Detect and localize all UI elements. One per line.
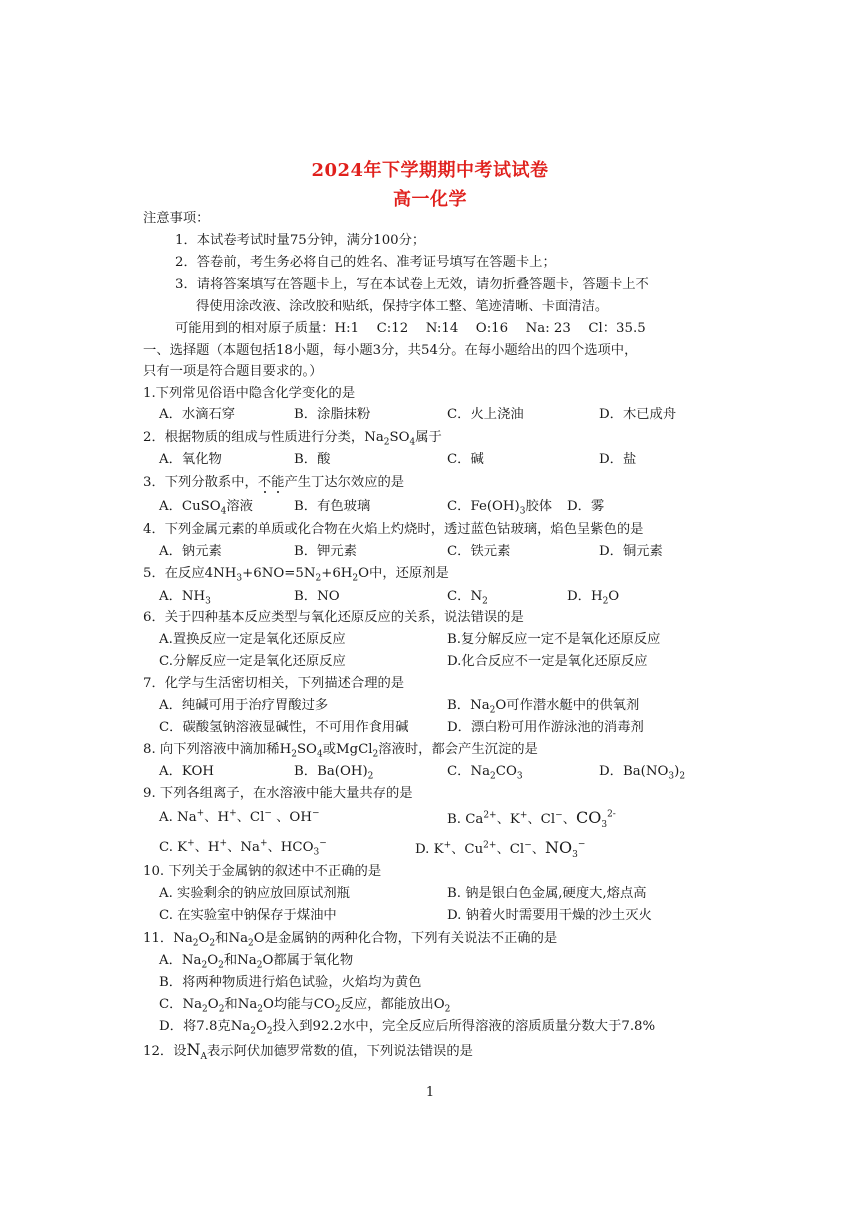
section-heading-cont: 只有一项是符合题目要求的。） xyxy=(143,364,323,379)
q6-option-a: A.置换反应一定是氧化还原反应 xyxy=(159,632,346,647)
q9-option-d: D. K+、$Cu^{2+}$、Cl−、$NO_3^-$ xyxy=(415,838,586,861)
exam-subtitle: 高一化学 xyxy=(393,189,467,210)
question-12: 12．设$N_A$表示阿伏加德罗常数的值，下列说法错误的是 xyxy=(143,1040,473,1063)
q5-option-a: A．$NH_3$ xyxy=(159,589,211,607)
q6-option-b: B.复分解反应一定不是氧化还原反应 xyxy=(447,632,661,647)
q10-option-d: D. 钠着火时需要用干燥的沙土灭火 xyxy=(447,908,652,923)
q1-option-a: A．水滴石穿 xyxy=(159,407,236,422)
q3-option-a: A．CuSO$_4$溶液 xyxy=(159,499,253,517)
question-7: 7．化学与生活密切相关，下列描述合理的是 xyxy=(143,676,405,691)
q1-option-c: C．火上浇油 xyxy=(447,407,524,422)
q4-option-b: B．钾元素 xyxy=(294,544,357,559)
question-10: 10. 下列关于金属钠的叙述中不正确的是 xyxy=(143,864,382,879)
question-4: 4．下列金属元素的单质或化合物在火焰上灼烧时，透过蓝色钴玻璃，焰色呈紫色的是 xyxy=(143,522,644,537)
note-2: 2．答卷前，考生务必将自己的姓名、准考证号填写在答题卡上； xyxy=(175,255,556,270)
q8-option-c: C．$Na_2CO_3$ xyxy=(447,764,523,782)
question-2: 2．根据物质的组成与性质进行分类，$Na_2SO_4$属于 xyxy=(143,430,442,448)
q9-option-a: A. Na+、H+、Cl− 、OH− xyxy=(159,808,320,825)
q6-option-d: D.化合反应不一定是氧化还原反应 xyxy=(447,654,648,669)
q2-option-c: C．碱 xyxy=(447,452,484,467)
question-1: 1.下列常见俗语中隐含化学变化的是 xyxy=(143,386,356,401)
section-heading: 一、选择题（本题包括18小题，每小题3分，共54分。在每小题给出的四个选项中， xyxy=(143,343,638,358)
question-8: 8. 向下列溶液中滴加稀$H_2SO_4$或MgCl$_2$溶液时，都会产生沉淀的是 xyxy=(143,742,538,760)
q7-option-c: C．碳酸氢钠溶液显碱性，不可用作食用碱 xyxy=(159,720,409,735)
q9-option-c: C. K+、H+、Na+、$HCO_3^-$ xyxy=(159,838,327,858)
q5-option-b: B．NO xyxy=(294,589,340,604)
q7-option-a: A．纯碱可用于治疗胃酸过多 xyxy=(159,698,329,713)
q4-option-a: A．钠元素 xyxy=(159,544,222,559)
q7-option-b: B．$Na_2O$可作潜水艇中的供氧剂 xyxy=(447,698,640,716)
note-3-cont: 得使用涂改液、涂改胶和贴纸，保持字体工整、笔迹清晰、卡面清洁。 xyxy=(196,299,609,314)
q3-option-d: D．雾 xyxy=(567,499,605,514)
page-number: 1 xyxy=(425,1085,435,1100)
q9-option-b: B. $Ca^{2+}$、K+、Cl−、$CO_3^{2-}$ xyxy=(447,808,616,831)
question-3: 3．下列分散系中，不能产生丁达尔效应的是 xyxy=(143,475,405,490)
q2-option-a: A．氧化物 xyxy=(159,452,222,467)
q10-option-a: A. 实验剩余的钠应放回原试剂瓶 xyxy=(159,886,350,901)
question-6: 6．关于四种基本反应类型与氧化还原反应的关系，说法错误的是 xyxy=(143,610,524,625)
q1-option-b: B．涂脂抹粉 xyxy=(294,407,371,422)
q2-option-d: D．盐 xyxy=(599,452,637,467)
atomic-masses: 可能用到的相对原子质量：H:1 C:12 N:14 O:16 Na: 23 Cl：35.5 xyxy=(175,321,646,336)
question-11: 11．$Na_2O_2$和$Na_2O$是金属钠的两种化合物，下列有关说法不正确的是 xyxy=(143,931,558,949)
q8-option-a: A．KOH xyxy=(159,764,214,779)
exam-title: 2024年下学期期中考试试卷 xyxy=(311,160,549,181)
q5-option-d: D．$H_2O$ xyxy=(567,589,620,607)
note-1: 1．本试卷考试时量75分钟，满分100分； xyxy=(175,233,426,248)
question-5: 5．在反应$4NH_3+6NO=5N_2+6H_2O$中，还原剂是 xyxy=(143,566,449,584)
q11-option-b: B．将两种物质进行焰色试验，火焰均为黄色 xyxy=(159,975,422,990)
q3-option-c: C．$Fe(OH)_3$胶体 xyxy=(447,499,553,517)
q7-option-d: D．漂白粉可用作游泳池的消毒剂 xyxy=(447,720,644,735)
q8-option-b: B．$Ba(OH)_2$ xyxy=(294,764,374,782)
q10-option-b: B. 钠是银白色金属,硬度大,熔点高 xyxy=(447,886,647,901)
q4-option-c: C．铁元素 xyxy=(447,544,511,559)
q4-option-d: D．铜元素 xyxy=(599,544,663,559)
q2-option-b: B．酸 xyxy=(294,452,331,467)
q11-option-c: C．$Na_2O_2$和$Na_2O$均能与$CO_2$反应，都能放出$O_2$ xyxy=(159,997,451,1015)
q8-option-d: D．$Ba(NO_3)_2$ xyxy=(599,764,686,782)
notes-heading: 注意事项： xyxy=(143,211,210,226)
q10-option-c: C. 在实验室中钠保存于煤油中 xyxy=(159,908,337,923)
note-3: 3．请将答案填写在答题卡上，写在本试卷上无效，请勿折叠答题卡，答题卡上不 xyxy=(175,277,649,292)
q11-option-a: A．$Na_2O_2$和$Na_2O$都属于氧化物 xyxy=(159,953,354,971)
q11-option-d: D．将7.8克$Na_2O_2$投入到92.2水中，完全反应后所得溶液的溶质质量分数大于7.8% xyxy=(159,1019,656,1037)
q6-option-c: C.分解反应一定是氧化还原反应 xyxy=(159,654,346,669)
question-9: 9. 下列各组离子，在水溶液中能大量共存的是 xyxy=(143,786,413,801)
q3-option-b: B．有色玻璃 xyxy=(294,499,371,514)
q5-option-c: C．$N_2$ xyxy=(447,589,488,607)
q1-option-d: D．木已成舟 xyxy=(599,407,677,422)
